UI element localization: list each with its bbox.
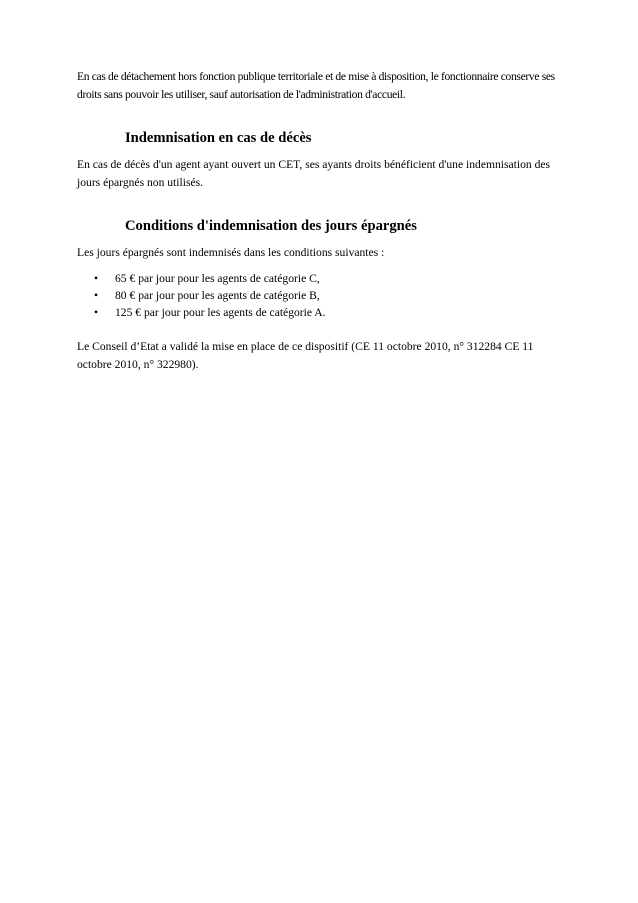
paragraph-deces: En cas de décès d'un agent ayant ouvert un CET, ses ayants droits bénéficient d'une indemnisation des jours épargnés non utilisés. [77,158,551,189]
paragraph-detachement: En cas de détachement hors fonction publique territoriale et de mise à disposition, le fonctionnaire conserve ses droits sans pouvoir les utiliser, sauf autorisation de l'administration d'accueil. [77,70,555,101]
rate-item-a [77,304,567,321]
paragraph-conditions-intro: Les jours épargnés sont indemnisés dans les conditions suivantes : [77,246,385,259]
rate-text: 65 € par jour pour les agents de catégorie C, [115,272,320,285]
paragraph-conseil-etat: Le Conseil d’Etat a validé la mise en place de ce dispositif (CE 11 octobre 2010, n° 312284 CE 11 octobre 2010, n° 322980). [77,340,534,371]
heading-conditions-indemnisation: Conditions d'indemnisation des jours épargnés [125,218,417,234]
bullet-icon: • [94,272,99,285]
rates-list [77,270,567,321]
rate-text: 125 € par jour pour les agents de catégorie A. [115,306,326,319]
rate-item-b [77,287,567,304]
rate-text: 80 € par jour pour les agents de catégorie B, [115,289,320,302]
bullet-icon: • [94,306,99,319]
heading-indemnisation-deces: Indemnisation en cas de décès [125,130,312,146]
bullet-icon: • [94,289,99,302]
rate-item-c [77,270,567,287]
document-page [77,68,567,374]
